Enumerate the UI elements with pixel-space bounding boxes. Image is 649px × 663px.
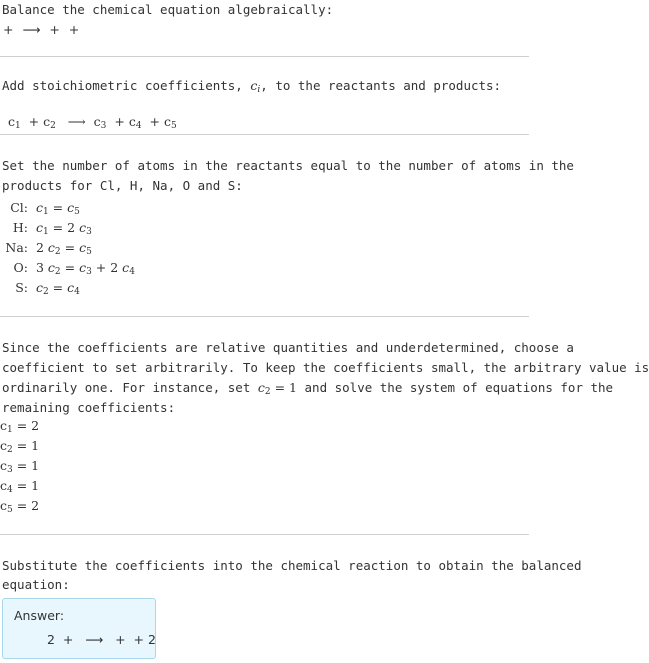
coef-var: c — [43, 114, 51, 129]
step2-heading-prefix: Add stoichiometric coefficients, — [2, 78, 251, 93]
solution-value: = 1 — [16, 458, 40, 473]
coef-term — [129, 114, 164, 129]
coef-var: c — [7, 114, 15, 129]
answer-label: Answer: — [14, 608, 65, 623]
coef-sub: 2 — [50, 121, 56, 131]
atom-balance-table — [0, 198, 135, 298]
solution-row — [0, 436, 39, 456]
atom-equation: 3 $c_2 = c_3 + 2$ $c_4$ — [35, 260, 135, 277]
coef-var: c — [93, 114, 101, 129]
atom-equation: $c_1 = c_5$ — [35, 200, 80, 217]
coef-term — [43, 114, 94, 129]
atom-label: Cl: — [10, 200, 28, 215]
atom-row — [0, 278, 135, 298]
coef-op: + — [141, 114, 164, 129]
atom-row — [0, 258, 135, 278]
step3-heading-line1: Set the number of atoms in the reactants equal to the number of atoms in the — [2, 158, 574, 173]
solution-row — [0, 496, 39, 516]
atom-row — [0, 198, 135, 218]
coef-sub: 3 — [100, 121, 107, 131]
coef-sub: 5 — [170, 121, 177, 131]
solution-var: c — [0, 478, 8, 493]
step2-equation — [0, 99, 177, 129]
solution-sub: 3 — [7, 465, 13, 475]
atom-label: Na: — [5, 240, 28, 255]
coef-op: + — [106, 114, 129, 129]
step1-heading: Balance the chemical equation algebraically: — [2, 2, 334, 17]
solution-var: c — [0, 438, 8, 453]
coef-op: ⟶ — [55, 114, 94, 129]
atom-row — [0, 238, 135, 258]
atom-equation: 2 $c_2 = c_5$ — [35, 240, 92, 257]
solution-sub: 1 — [7, 425, 13, 435]
step5-line1: Substitute the coefficients into the chemical reaction to obtain the balanced — [2, 558, 582, 573]
step4-line3-suffix: and solve the system of equations for the — [297, 380, 614, 395]
coef-var: c — [128, 114, 136, 129]
coef-term — [8, 114, 43, 129]
step2-heading-sub: i — [257, 85, 261, 95]
step5-line2: equation: — [2, 577, 70, 592]
divider — [0, 56, 529, 57]
solution-var: c — [0, 458, 8, 473]
solution-value: = 1 — [16, 478, 40, 493]
coef-var: c — [163, 114, 171, 129]
solution-row — [0, 456, 39, 476]
solution-list — [0, 416, 39, 516]
step4-line3-math: $c_2 = 1$ — [257, 380, 297, 397]
step3-heading-line2: products for Cl, H, Na, O and S: — [2, 178, 243, 193]
atom-label: H: — [12, 220, 28, 235]
step4-line3-prefix: ordinarily one. For instance, set — [2, 380, 258, 395]
atom-label: S: — [15, 280, 28, 295]
solution-sub: 4 — [7, 485, 13, 495]
step1-equation: + ⟶ + + — [3, 22, 80, 37]
step2-heading-var: c — [250, 78, 258, 93]
step2-heading-suffix: , to the reactants and products: — [260, 78, 502, 93]
atom-equation: $c_2 = c_4$ — [35, 280, 80, 297]
step2-heading — [2, 78, 501, 93]
coef-term — [94, 114, 129, 129]
solution-value: = 1 — [16, 438, 40, 453]
solution-var: c — [0, 498, 8, 513]
solution-value: = 2 — [16, 498, 40, 513]
coef-sub: 1 — [14, 121, 21, 131]
coef-op: + — [20, 114, 44, 129]
coef-term — [164, 114, 177, 129]
solution-sub: 5 — [7, 505, 13, 515]
atom-label: O: — [13, 260, 28, 275]
coef-sub: 4 — [135, 121, 142, 131]
step4-line2: coefficient to set arbitrarily. To keep the coefficients small, the arbitrary value is — [2, 360, 649, 375]
atom-equation: $c_1 = 2$ $c_3$ — [35, 220, 92, 237]
solution-var: c — [0, 418, 8, 433]
step4-line1: Since the coefficients are relative quantities and underdetermined, choose a — [2, 340, 574, 355]
answer-box — [2, 598, 156, 659]
divider — [0, 316, 529, 317]
divider — [0, 534, 529, 535]
solution-row — [0, 416, 39, 436]
divider — [0, 134, 529, 135]
answer-equation: 2 + ⟶ + + 2 — [47, 632, 156, 647]
solution-row — [0, 476, 39, 496]
step4-line4: remaining coefficients: — [2, 400, 176, 415]
step4-line3 — [2, 380, 613, 395]
solution-sub: 2 — [7, 445, 13, 455]
atom-row — [0, 218, 135, 238]
solution-value: = 2 — [16, 418, 40, 433]
